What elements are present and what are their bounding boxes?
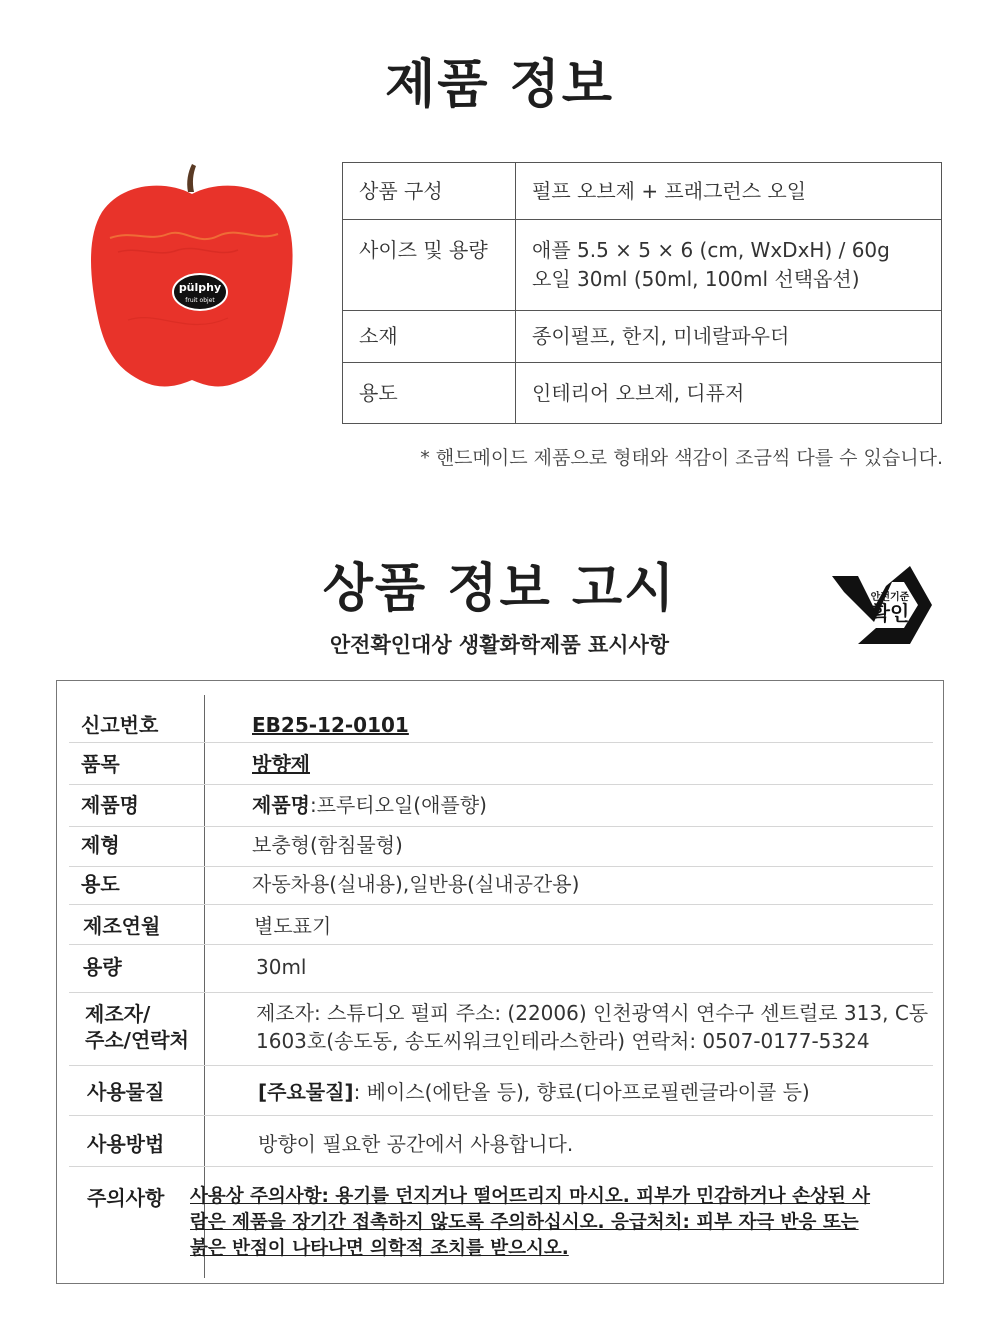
notice-row-substance: 사용물질 [주요물질]: 베이스(에탄올 등), 향료(디아프로필렌글라이콜 등): [69, 1066, 933, 1116]
spec-row-size: [343, 220, 942, 311]
notice-title: 상품 정보 고시: [322, 559, 677, 619]
notice-row-item: 품목 방향제: [69, 743, 933, 785]
spec-value: 종이펄프, 한지, 미네랄파우더: [516, 311, 942, 363]
notice-row-report-no: 신고번호 EB25-12-0101: [69, 695, 933, 743]
brand-label-sub: fruit objet: [185, 297, 215, 304]
spec-value: 인테리어 오브제, 디퓨저: [516, 363, 942, 424]
notice-row-volume: 용량 30ml: [69, 945, 933, 993]
product-spec-table: [342, 162, 942, 424]
spec-value: 펄프 오브제 + 프래그런스 오일: [516, 163, 942, 220]
notice-row-usage: 용도 자동차용(실내용),일반용(실내공간용): [69, 867, 933, 905]
notice-row-mfg-date: 제조연월 별도표기: [69, 905, 933, 945]
notice-subtitle: 안전확인대상 생활화학제품 표시사항: [329, 633, 670, 657]
spec-row-use: [343, 363, 942, 424]
spec-key: 상품 구성: [343, 163, 516, 220]
notice-row-form: 제형 보충형(함침물형): [69, 827, 933, 867]
spec-value: 애플 5.5 × 5 × 6 (cm, WxDxH) / 60g 오일 30ml (50ml, 100ml 선택옵션): [516, 220, 942, 311]
caution-text: 사용상 주의사항: 용기를 던지거나 떨어뜨리지 마시오. 피부가 민감하거나 손상된 사람은 제품을 장기간 접촉하지 않도록 주의하십시오. 응급처치: 피부 자극 반응 또는 붉은 반점이 나타나면 의학적 조치를 받으시오.: [190, 1186, 871, 1259]
spec-row-material: [343, 311, 942, 363]
svg-text:확인: 확인: [870, 601, 910, 625]
spec-key: 소재: [343, 311, 516, 363]
notice-row-method: 사용방법 방향이 필요한 공간에서 사용합니다.: [69, 1116, 933, 1167]
svg-text:안전기준: 안전기준: [870, 592, 910, 603]
notice-row-caution: 주의사항: [87, 1186, 165, 1210]
apple-product-image: [88, 160, 298, 392]
spec-row-composition: [343, 163, 942, 220]
spec-key: 용도: [343, 363, 516, 424]
handmade-note: * 핸드메이드 제품으로 형태와 색감이 조금씩 다를 수 있습니다.: [420, 447, 943, 469]
notice-row-maker: 제조자/ 주소/연락처 제조자: 스튜디오 펄피 주소: (22006) 인천광역시 연수구 센트럴로 313, C동 1603호(송도동, 송도씨워크인테라스한라) 연락처: 0507-0177-5324: [69, 993, 933, 1066]
safety-check-mark-icon: [828, 556, 940, 654]
apple-stem: [187, 164, 196, 192]
notice-row-product-name: 제품명 제품명:프루티오일(애플향): [69, 785, 933, 827]
spec-key: 사이즈 및 용량: [343, 220, 516, 311]
brand-label-name: pülphy: [178, 281, 222, 294]
product-info-title: 제품 정보: [384, 55, 615, 115]
